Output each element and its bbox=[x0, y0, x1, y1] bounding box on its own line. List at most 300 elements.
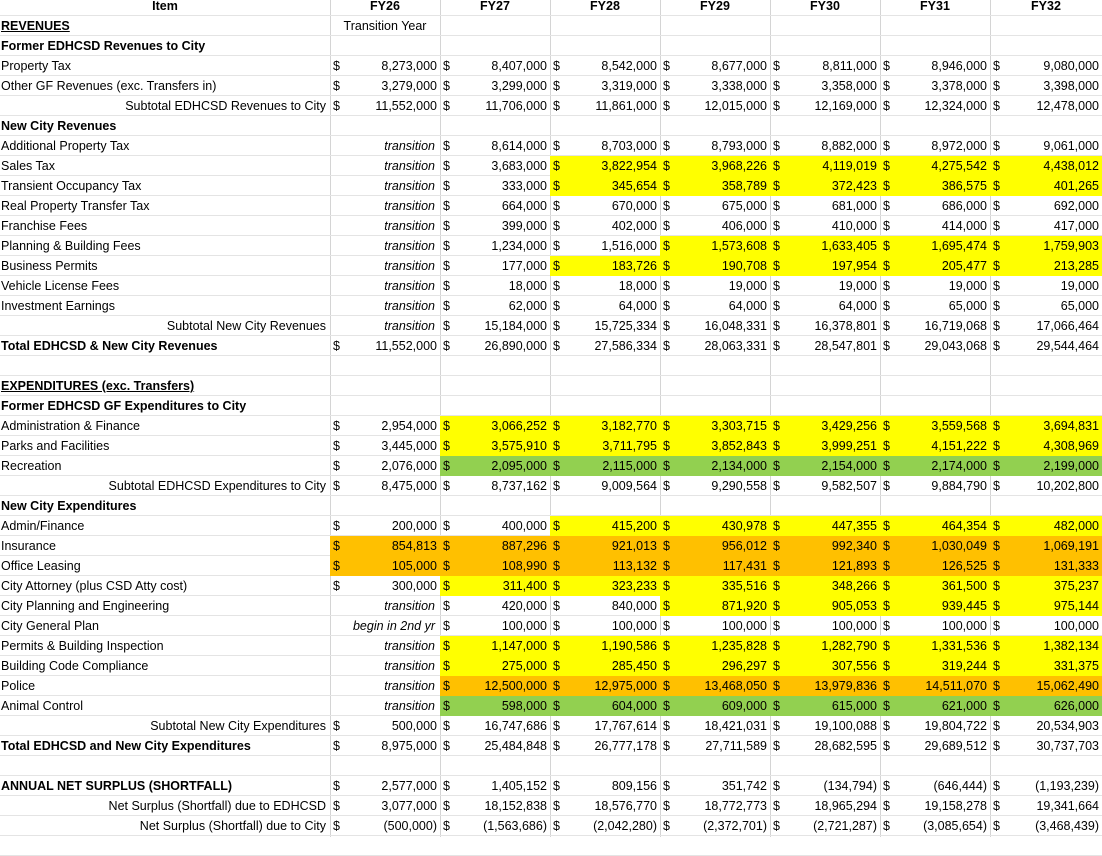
row-label[interactable]: Net Surplus (Shortfall) due to EDHCSD bbox=[108, 799, 326, 813]
value-cell[interactable]: 3,182,770 bbox=[568, 416, 660, 436]
table-row bbox=[0, 456, 1102, 476]
row-label[interactable]: EXPENDITURES (exc. Transfers) bbox=[1, 379, 195, 393]
dollar-sign: $ bbox=[773, 319, 780, 333]
value-cell[interactable]: 18,421,031 bbox=[704, 719, 767, 733]
value-cell[interactable]: 3,999,251 bbox=[788, 436, 880, 456]
value-cell[interactable]: 2,199,000 bbox=[1008, 456, 1102, 476]
value-cell[interactable]: 3,066,252 bbox=[458, 416, 550, 436]
value-cell[interactable]: 8,811,000 bbox=[822, 59, 877, 73]
fy26-status[interactable]: transition bbox=[384, 599, 435, 613]
value-cell[interactable]: 1,069,191 bbox=[1008, 536, 1102, 556]
fy26-status[interactable]: transition bbox=[384, 259, 435, 273]
row-label[interactable]: City Planning and Engineering bbox=[1, 599, 170, 613]
value-cell[interactable]: 482,000 bbox=[1008, 516, 1102, 536]
value-cell[interactable]: 3,319,000 bbox=[601, 79, 657, 93]
value-cell[interactable]: 8,793,000 bbox=[711, 139, 767, 153]
value-cell[interactable]: 28,547,801 bbox=[814, 339, 877, 353]
row-label[interactable]: Additional Property Tax bbox=[1, 139, 130, 153]
row-label[interactable]: Net Surplus (Shortfall) due to City bbox=[139, 819, 326, 833]
fy26-value[interactable]: 105,000 bbox=[348, 556, 440, 576]
value-cell[interactable]: 1,190,586 bbox=[568, 636, 660, 656]
row-label[interactable]: Subtotal New City Revenues bbox=[166, 319, 326, 333]
value-cell[interactable]: 615,000 bbox=[788, 696, 880, 716]
row-label[interactable]: Franchise Fees bbox=[1, 219, 88, 233]
value-cell[interactable]: 1,331,536 bbox=[898, 636, 990, 656]
row-label[interactable]: New City Expenditures bbox=[1, 499, 137, 513]
value-cell[interactable]: 1,234,000 bbox=[491, 239, 547, 253]
value-cell[interactable]: 1,147,000 bbox=[458, 636, 550, 656]
value-cell[interactable]: 131,333 bbox=[1008, 556, 1102, 576]
header-fy32[interactable]: FY32 bbox=[1031, 0, 1061, 13]
value-cell[interactable]: 29,043,068 bbox=[924, 339, 987, 353]
fy26-value[interactable]: 854,813 bbox=[348, 536, 440, 556]
value-cell[interactable]: 604,000 bbox=[568, 696, 660, 716]
fy26-value[interactable]: 2,076,000 bbox=[381, 459, 437, 473]
row-label[interactable]: City General Plan bbox=[1, 619, 99, 633]
row-label[interactable]: Animal Control bbox=[1, 699, 83, 713]
value-cell[interactable]: 28,682,595 bbox=[814, 739, 877, 753]
fy26-status[interactable]: begin in 2nd yr bbox=[352, 619, 435, 633]
value-cell[interactable]: 64,000 bbox=[728, 299, 767, 313]
fy26-status[interactable]: transition bbox=[384, 139, 435, 153]
value-cell[interactable]: 100,000 bbox=[611, 619, 657, 633]
value-cell[interactable]: 100,000 bbox=[831, 619, 877, 633]
fy26-value[interactable]: 8,975,000 bbox=[381, 739, 437, 753]
value-cell[interactable]: 1,282,790 bbox=[788, 636, 880, 656]
value-cell[interactable]: 15,062,490 bbox=[1008, 676, 1102, 696]
header-fy31[interactable]: FY31 bbox=[920, 0, 950, 13]
fy26-value[interactable]: 3,279,000 bbox=[381, 79, 437, 93]
transition-year-label[interactable]: Transition Year bbox=[343, 19, 427, 33]
value-cell[interactable]: 113,132 bbox=[568, 556, 660, 576]
value-cell[interactable]: 8,882,000 bbox=[821, 139, 877, 153]
value-cell[interactable]: 14,511,070 bbox=[898, 676, 990, 696]
value-cell[interactable]: 361,500 bbox=[898, 576, 990, 596]
row-label[interactable]: Parks and Facilities bbox=[1, 439, 110, 453]
row-label[interactable]: Total EDHCSD & New City Revenues bbox=[1, 339, 218, 353]
value-cell[interactable]: 20,534,903 bbox=[1036, 719, 1099, 733]
value-cell[interactable]: 3,429,256 bbox=[788, 416, 880, 436]
dollar-sign: $ bbox=[553, 99, 560, 113]
fy26-status[interactable]: transition bbox=[384, 659, 435, 673]
value-cell[interactable]: 8,677,000 bbox=[711, 59, 767, 73]
value-cell[interactable]: 400,000 bbox=[501, 519, 547, 533]
value-cell[interactable]: 12,015,000 bbox=[704, 99, 767, 113]
value-cell[interactable]: 887,296 bbox=[458, 536, 550, 556]
value-cell[interactable]: 27,586,334 bbox=[594, 339, 657, 353]
dollar-sign: $ bbox=[770, 656, 788, 676]
value-cell[interactable]: 15,725,334 bbox=[594, 319, 657, 333]
value-cell[interactable]: 307,556 bbox=[788, 656, 880, 676]
value-cell[interactable]: 190,708 bbox=[678, 256, 770, 276]
value-cell[interactable]: 372,423 bbox=[788, 176, 880, 196]
value-cell[interactable]: 19,158,278 bbox=[924, 799, 987, 813]
value-cell[interactable]: 18,000 bbox=[508, 279, 547, 293]
value-cell[interactable]: 28,063,331 bbox=[704, 339, 767, 353]
value-cell[interactable]: 8,703,000 bbox=[601, 139, 657, 153]
value-cell[interactable]: 681,000 bbox=[831, 199, 877, 213]
value-cell[interactable]: 386,575 bbox=[898, 176, 990, 196]
row-label[interactable]: Building Code Compliance bbox=[1, 659, 149, 673]
value-cell[interactable]: 939,445 bbox=[898, 596, 990, 616]
row-label[interactable]: Admin/Finance bbox=[1, 519, 85, 533]
value-cell[interactable]: 692,000 bbox=[1053, 199, 1099, 213]
value-cell[interactable]: 2,154,000 bbox=[788, 456, 880, 476]
value-cell[interactable]: 417,000 bbox=[1053, 219, 1099, 233]
value-cell[interactable]: 100,000 bbox=[1053, 619, 1099, 633]
fy26-value[interactable]: 8,273,000 bbox=[381, 59, 437, 73]
value-cell[interactable]: 414,000 bbox=[941, 219, 987, 233]
row-label[interactable]: New City Revenues bbox=[1, 119, 117, 133]
value-cell[interactable]: 26,890,000 bbox=[484, 339, 547, 353]
value-cell[interactable]: 11,861,000 bbox=[595, 99, 657, 113]
row-label[interactable]: Other GF Revenues (exc. Transfers in) bbox=[1, 79, 217, 93]
value-cell[interactable]: 9,884,790 bbox=[931, 479, 987, 493]
fy26-status[interactable]: transition bbox=[384, 199, 435, 213]
value-cell[interactable]: 197,954 bbox=[788, 256, 880, 276]
fy26-status[interactable]: transition bbox=[384, 239, 435, 253]
fy26-value[interactable]: 300,000 bbox=[391, 579, 437, 593]
fy26-status[interactable]: transition bbox=[384, 319, 435, 333]
value-cell[interactable]: 399,000 bbox=[501, 219, 547, 233]
row-label[interactable]: Business Permits bbox=[1, 259, 98, 273]
value-cell[interactable]: 626,000 bbox=[1008, 696, 1102, 716]
value-cell[interactable]: 9,290,558 bbox=[711, 479, 767, 493]
fy26-value[interactable]: 2,577,000 bbox=[381, 779, 437, 793]
table-row bbox=[0, 676, 1102, 696]
row-label[interactable]: REVENUES bbox=[1, 19, 70, 33]
value-cell[interactable]: 415,200 bbox=[568, 516, 660, 536]
dollar-sign: $ bbox=[550, 576, 568, 596]
value-cell[interactable]: 15,184,000 bbox=[484, 319, 547, 333]
value-cell[interactable]: 464,354 bbox=[898, 516, 990, 536]
value-cell[interactable]: 12,975,000 bbox=[568, 676, 660, 696]
table-row bbox=[0, 436, 1102, 456]
value-cell[interactable]: 65,000 bbox=[1060, 299, 1099, 313]
value-cell[interactable]: 331,375 bbox=[1008, 656, 1102, 676]
value-cell[interactable]: 3,575,910 bbox=[458, 436, 550, 456]
value-cell[interactable]: 1,235,828 bbox=[678, 636, 770, 656]
row-label[interactable]: Office Leasing bbox=[1, 559, 81, 573]
fy26-status[interactable]: transition bbox=[384, 299, 435, 313]
value-cell[interactable]: 311,400 bbox=[458, 576, 550, 596]
value-cell[interactable]: 4,275,542 bbox=[898, 156, 990, 176]
value-cell[interactable]: 3,683,000 bbox=[491, 159, 547, 173]
row-label[interactable]: Former EDHCSD Revenues to City bbox=[1, 39, 206, 53]
value-cell[interactable]: 2,115,000 bbox=[568, 456, 660, 476]
value-cell[interactable]: (3,085,654) bbox=[923, 819, 987, 833]
value-cell[interactable]: 8,614,000 bbox=[491, 139, 547, 153]
value-cell[interactable]: 319,244 bbox=[898, 656, 990, 676]
value-cell[interactable]: 19,100,088 bbox=[814, 719, 877, 733]
value-cell[interactable]: 3,852,843 bbox=[678, 436, 770, 456]
value-cell[interactable]: 64,000 bbox=[618, 299, 657, 313]
dollar-sign: $ bbox=[880, 596, 898, 616]
value-cell[interactable]: 100,000 bbox=[941, 619, 987, 633]
fy26-value[interactable]: (500,000) bbox=[383, 819, 437, 833]
dollar-sign: $ bbox=[660, 676, 678, 696]
value-cell[interactable]: 598,000 bbox=[458, 696, 550, 716]
header-fy28[interactable]: FY28 bbox=[590, 0, 620, 13]
value-cell[interactable]: 17,066,464 bbox=[1036, 319, 1099, 333]
row-label[interactable]: Administration & Finance bbox=[1, 419, 140, 433]
row-label[interactable]: Planning & Building Fees bbox=[1, 239, 141, 253]
value-cell[interactable]: 12,478,000 bbox=[1036, 99, 1099, 113]
value-cell[interactable]: 975,144 bbox=[1008, 596, 1102, 616]
value-cell[interactable]: 30,737,703 bbox=[1036, 739, 1099, 753]
fy26-value[interactable]: 11,552,000 bbox=[375, 99, 437, 113]
value-cell[interactable]: 430,978 bbox=[678, 516, 770, 536]
value-cell[interactable]: 8,407,000 bbox=[491, 59, 547, 73]
value-cell[interactable]: 9,582,507 bbox=[821, 479, 877, 493]
value-cell[interactable]: 871,920 bbox=[678, 596, 770, 616]
value-cell[interactable]: 17,767,614 bbox=[594, 719, 657, 733]
row-label[interactable]: Sales Tax bbox=[1, 159, 55, 173]
value-cell[interactable]: 16,378,801 bbox=[814, 319, 877, 333]
row-label[interactable]: Total EDHCSD and New City Expenditures bbox=[1, 739, 251, 753]
value-cell[interactable]: 1,382,134 bbox=[1008, 636, 1102, 656]
row-label[interactable]: Insurance bbox=[1, 539, 56, 553]
table-row bbox=[0, 516, 1102, 536]
value-cell[interactable]: (1,563,686) bbox=[483, 819, 547, 833]
value-cell[interactable]: 16,719,068 bbox=[924, 319, 987, 333]
fy26-value[interactable]: 2,954,000 bbox=[381, 419, 437, 433]
value-cell[interactable]: 2,134,000 bbox=[678, 456, 770, 476]
fy26-value[interactable]: 200,000 bbox=[391, 519, 437, 533]
value-cell[interactable]: (3,468,439) bbox=[1035, 819, 1099, 833]
value-cell[interactable]: 12,169,000 bbox=[814, 99, 877, 113]
value-cell[interactable]: (1,193,239) bbox=[1035, 779, 1099, 793]
value-cell[interactable]: (2,721,287) bbox=[813, 819, 877, 833]
value-cell[interactable]: 19,000 bbox=[948, 279, 987, 293]
value-cell[interactable]: 2,174,000 bbox=[898, 456, 990, 476]
value-cell[interactable]: (2,042,280) bbox=[593, 819, 657, 833]
value-cell[interactable]: 447,355 bbox=[788, 516, 880, 536]
value-cell[interactable]: 29,689,512 bbox=[924, 739, 987, 753]
header-fy26[interactable]: FY26 bbox=[370, 0, 400, 13]
row-label[interactable]: Real Property Transfer Tax bbox=[1, 199, 150, 213]
value-cell[interactable]: 9,009,564 bbox=[601, 479, 657, 493]
value-cell[interactable]: 921,013 bbox=[568, 536, 660, 556]
header-fy27[interactable]: FY27 bbox=[480, 0, 510, 13]
value-cell[interactable]: 348,266 bbox=[788, 576, 880, 596]
value-cell[interactable]: 3,694,831 bbox=[1008, 416, 1102, 436]
value-cell[interactable]: 9,061,000 bbox=[1043, 139, 1099, 153]
value-cell[interactable]: 809,156 bbox=[611, 779, 657, 793]
value-cell[interactable]: 3,822,954 bbox=[568, 156, 660, 176]
value-cell[interactable]: 27,711,589 bbox=[705, 739, 767, 753]
value-cell[interactable]: 19,000 bbox=[728, 279, 767, 293]
value-cell[interactable]: 1,633,405 bbox=[788, 236, 880, 256]
value-cell[interactable]: 621,000 bbox=[898, 696, 990, 716]
fy26-value[interactable]: 8,475,000 bbox=[381, 479, 437, 493]
value-cell[interactable]: 9,080,000 bbox=[1043, 59, 1099, 73]
value-cell[interactable]: 65,000 bbox=[948, 299, 987, 313]
value-cell[interactable]: 686,000 bbox=[941, 199, 987, 213]
value-cell[interactable]: 19,000 bbox=[838, 279, 877, 293]
value-cell[interactable]: 205,477 bbox=[898, 256, 990, 276]
value-cell[interactable]: 840,000 bbox=[611, 599, 657, 613]
value-cell[interactable]: 18,152,838 bbox=[484, 799, 547, 813]
row-label[interactable]: City Attorney (plus CSD Atty cost) bbox=[1, 579, 188, 593]
dollar-sign: $ bbox=[773, 739, 780, 753]
value-cell[interactable]: 333,000 bbox=[501, 179, 547, 193]
value-cell[interactable]: (646,444) bbox=[933, 779, 987, 793]
fy26-status[interactable]: transition bbox=[384, 279, 435, 293]
value-cell[interactable]: 1,516,000 bbox=[601, 239, 657, 253]
value-cell[interactable]: 1,695,474 bbox=[898, 236, 990, 256]
dollar-sign: $ bbox=[550, 416, 568, 436]
fy26-value[interactable]: 11,552,000 bbox=[375, 339, 437, 353]
value-cell[interactable]: 29,544,464 bbox=[1036, 339, 1099, 353]
value-cell[interactable]: 4,438,012 bbox=[1008, 156, 1102, 176]
fy26-status[interactable]: transition bbox=[384, 699, 435, 713]
value-cell[interactable]: 345,654 bbox=[568, 176, 660, 196]
value-cell[interactable]: 18,965,294 bbox=[814, 799, 877, 813]
value-cell[interactable]: 183,726 bbox=[568, 256, 660, 276]
dollar-sign: $ bbox=[883, 619, 890, 633]
value-cell[interactable]: 2,095,000 bbox=[458, 456, 550, 476]
value-cell[interactable]: 19,000 bbox=[1060, 279, 1099, 293]
value-cell[interactable]: 3,378,000 bbox=[931, 79, 987, 93]
row-label[interactable]: Recreation bbox=[1, 459, 62, 473]
value-cell[interactable]: 296,297 bbox=[678, 656, 770, 676]
value-cell[interactable]: 3,358,000 bbox=[821, 79, 877, 93]
row-label[interactable]: Subtotal New City Expenditures bbox=[150, 719, 326, 733]
value-cell[interactable]: 992,340 bbox=[788, 536, 880, 556]
value-cell[interactable]: 323,233 bbox=[568, 576, 660, 596]
value-cell[interactable]: 351,742 bbox=[721, 779, 767, 793]
value-cell[interactable]: 4,151,222 bbox=[898, 436, 990, 456]
value-cell[interactable]: 1,030,049 bbox=[898, 536, 990, 556]
row-label[interactable]: Transient Occupancy Tax bbox=[1, 179, 142, 193]
value-cell[interactable]: 275,000 bbox=[458, 656, 550, 676]
value-cell[interactable]: 62,000 bbox=[508, 299, 547, 313]
value-cell[interactable]: 905,053 bbox=[788, 596, 880, 616]
dollar-sign: $ bbox=[990, 256, 1008, 276]
fy26-status[interactable]: transition bbox=[384, 639, 435, 653]
value-cell[interactable]: 100,000 bbox=[501, 619, 547, 633]
value-cell[interactable]: 126,525 bbox=[898, 556, 990, 576]
fy26-status[interactable]: transition bbox=[384, 679, 435, 693]
row-label[interactable]: Investment Earnings bbox=[1, 299, 115, 313]
value-cell[interactable]: 956,012 bbox=[678, 536, 770, 556]
header-fy29[interactable]: FY29 bbox=[700, 0, 730, 13]
value-cell[interactable]: 335,516 bbox=[678, 576, 770, 596]
value-cell[interactable]: 10,202,800 bbox=[1036, 479, 1099, 493]
dollar-sign: $ bbox=[993, 99, 1000, 113]
value-cell[interactable]: 13,979,836 bbox=[788, 676, 880, 696]
value-cell[interactable]: 12,324,000 bbox=[924, 99, 987, 113]
value-cell[interactable]: 121,893 bbox=[788, 556, 880, 576]
row-label[interactable]: Police bbox=[1, 679, 36, 693]
value-cell[interactable]: 12,500,000 bbox=[458, 676, 550, 696]
value-cell[interactable]: 375,237 bbox=[1008, 576, 1102, 596]
value-cell[interactable]: 11,706,000 bbox=[485, 99, 547, 113]
value-cell[interactable]: 13,468,050 bbox=[678, 676, 770, 696]
value-cell[interactable]: 401,265 bbox=[1008, 176, 1102, 196]
value-cell[interactable]: 8,542,000 bbox=[601, 59, 657, 73]
value-cell[interactable]: 609,000 bbox=[678, 696, 770, 716]
value-cell[interactable]: 3,968,226 bbox=[678, 156, 770, 176]
value-cell[interactable]: 3,711,795 bbox=[568, 436, 660, 456]
value-cell[interactable]: (134,794) bbox=[823, 779, 877, 793]
value-cell[interactable]: 16,747,686 bbox=[484, 719, 547, 733]
header-fy30[interactable]: FY30 bbox=[810, 0, 840, 13]
header-item[interactable]: Item bbox=[152, 0, 178, 13]
value-cell[interactable]: 117,431 bbox=[678, 556, 770, 576]
value-cell[interactable]: 410,000 bbox=[831, 219, 877, 233]
value-cell[interactable]: 26,777,178 bbox=[594, 739, 657, 753]
value-cell[interactable]: 108,990 bbox=[458, 556, 550, 576]
dollar-sign: $ bbox=[440, 656, 458, 676]
dollar-sign: $ bbox=[660, 656, 678, 676]
fy26-status[interactable]: transition bbox=[384, 179, 435, 193]
value-cell[interactable]: 177,000 bbox=[501, 259, 547, 273]
row-label[interactable]: Vehicle License Fees bbox=[1, 279, 120, 293]
dollar-sign: $ bbox=[883, 799, 890, 813]
value-cell[interactable]: 100,000 bbox=[721, 619, 767, 633]
value-cell[interactable]: 664,000 bbox=[501, 199, 547, 213]
value-cell[interactable]: 358,789 bbox=[678, 176, 770, 196]
row-label[interactable]: Subtotal EDHCSD Expenditures to City bbox=[108, 479, 326, 493]
row-label[interactable]: Property Tax bbox=[1, 59, 71, 73]
value-cell[interactable]: 8,946,000 bbox=[931, 59, 987, 73]
value-cell[interactable]: 8,972,000 bbox=[931, 139, 987, 153]
fy26-value[interactable]: 500,000 bbox=[391, 719, 437, 733]
value-cell[interactable]: 402,000 bbox=[611, 219, 657, 233]
fy26-status[interactable]: transition bbox=[384, 219, 435, 233]
value-cell[interactable]: 3,559,568 bbox=[898, 416, 990, 436]
row-label[interactable]: Permits & Building Inspection bbox=[1, 639, 164, 653]
value-cell[interactable]: 675,000 bbox=[721, 199, 767, 213]
value-cell[interactable]: 3,398,000 bbox=[1043, 79, 1099, 93]
value-cell[interactable]: 4,308,969 bbox=[1008, 436, 1102, 456]
value-cell[interactable]: (2,372,701) bbox=[703, 819, 767, 833]
value-cell[interactable]: 1,405,152 bbox=[491, 779, 547, 793]
value-cell[interactable]: 8,737,162 bbox=[491, 479, 547, 493]
fy26-value[interactable]: 3,445,000 bbox=[381, 439, 437, 453]
value-cell[interactable]: 3,303,715 bbox=[678, 416, 770, 436]
value-cell[interactable]: 420,000 bbox=[501, 599, 547, 613]
value-cell[interactable]: 64,000 bbox=[838, 299, 877, 313]
value-cell[interactable]: 18,000 bbox=[618, 279, 657, 293]
dollar-sign: $ bbox=[660, 256, 678, 276]
value-cell[interactable]: 285,450 bbox=[568, 656, 660, 676]
value-cell[interactable]: 3,338,000 bbox=[711, 79, 767, 93]
value-cell[interactable]: 18,772,773 bbox=[704, 799, 767, 813]
value-cell[interactable]: 213,285 bbox=[1008, 256, 1102, 276]
fy26-status[interactable]: transition bbox=[384, 159, 435, 173]
row-label[interactable]: ANNUAL NET SURPLUS (SHORTFALL) bbox=[1, 779, 233, 793]
dollar-sign: $ bbox=[883, 279, 890, 293]
row-label[interactable]: Former EDHCSD GF Expenditures to City bbox=[1, 399, 247, 413]
value-cell[interactable]: 19,341,664 bbox=[1036, 799, 1099, 813]
value-cell[interactable]: 16,048,331 bbox=[704, 319, 767, 333]
value-cell[interactable]: 3,299,000 bbox=[491, 79, 547, 93]
value-cell[interactable]: 1,759,903 bbox=[1008, 236, 1102, 256]
value-cell[interactable]: 4,119,019 bbox=[788, 156, 880, 176]
value-cell[interactable]: 18,576,770 bbox=[594, 799, 657, 813]
value-cell[interactable]: 19,804,722 bbox=[924, 719, 987, 733]
fy26-value[interactable]: 3,077,000 bbox=[381, 799, 437, 813]
value-cell[interactable]: 1,573,608 bbox=[678, 236, 770, 256]
value-cell[interactable]: 25,484,848 bbox=[484, 739, 547, 753]
dollar-sign: $ bbox=[773, 199, 780, 213]
value-cell[interactable]: 670,000 bbox=[611, 199, 657, 213]
value-cell[interactable]: 406,000 bbox=[721, 219, 767, 233]
row-label[interactable]: Subtotal EDHCSD Revenues to City bbox=[125, 99, 326, 113]
